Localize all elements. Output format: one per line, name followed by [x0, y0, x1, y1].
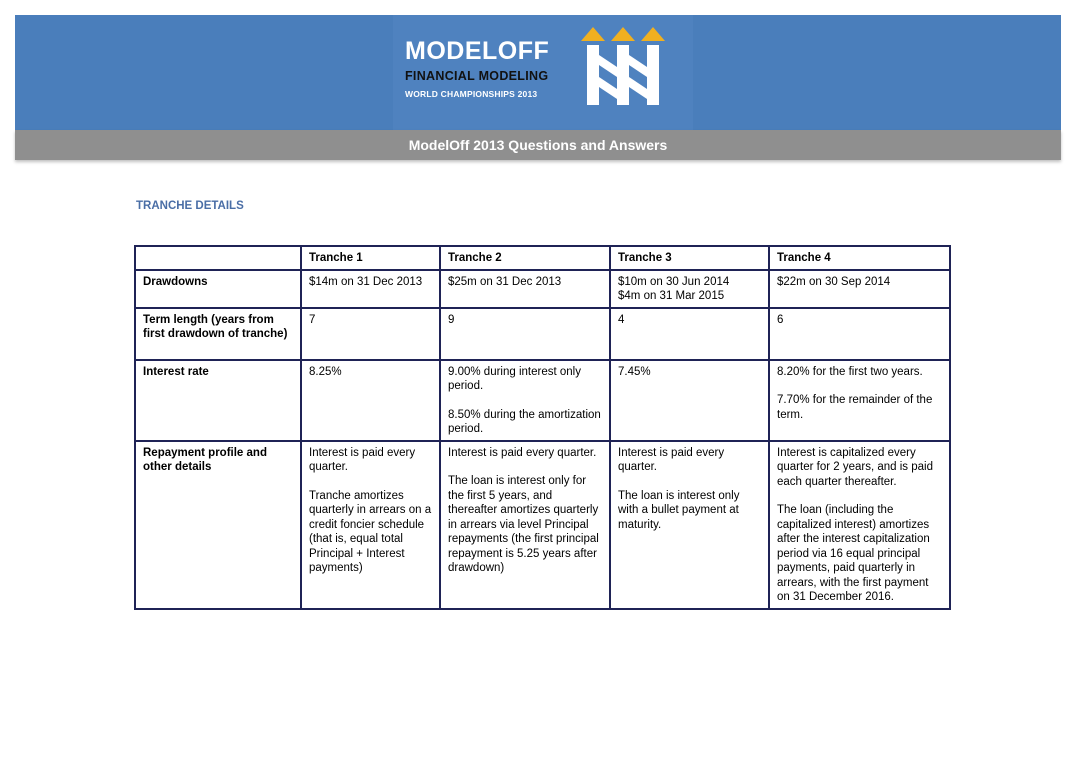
cell-text: The loan is interest only for the first 5 years, and thereafter amortizes quarterly in arrears via level Principal repayments (the first principal repayment is 5.25 years after drawdown) [448, 475, 599, 574]
table-row [135, 441, 950, 609]
cell-text: Interest is paid every quarter. [618, 446, 725, 473]
section-heading: TRANCHE DETAILS [136, 200, 244, 212]
table-cell [440, 308, 610, 360]
table-cell [301, 360, 440, 441]
table-cell [769, 270, 950, 308]
table-cell [610, 308, 769, 360]
cell-text: The loan (including the capitalized interest) amortizes after the interest capitalization period via 16 equal principal payments, paid quarterly in arrears, with the first payment on 31 December 2016. [777, 504, 930, 603]
logo-tagline: WORLD CHAMPIONSHIPS 2013 [405, 89, 538, 99]
row-header: Interest rate [135, 360, 301, 441]
table-cell [440, 441, 610, 609]
row-header: Term length (years from first drawdown of tranche) [135, 308, 301, 360]
table-row [135, 308, 950, 360]
column-header: Tranche 2 [440, 246, 610, 270]
cell-text: $14m on 31 Dec 2013 [309, 275, 423, 288]
cell-text: Tranche amortizes quarterly in arrears on a credit foncier schedule (that is, equal total Principal + Interest payments) [309, 489, 432, 574]
row-header: Drawdowns [135, 270, 301, 308]
column-header [135, 246, 301, 270]
table-cell [440, 270, 610, 308]
cell-text: Interest is paid every quarter. [309, 446, 416, 473]
tranche-details-table [134, 245, 951, 610]
modeloff-logo [393, 15, 693, 130]
cell-text: 9.00% during interest only period. [448, 365, 581, 392]
table-header-row [135, 246, 950, 270]
table-cell [610, 270, 769, 308]
cell-text: 9 [448, 313, 455, 326]
paragraph-gap [618, 475, 761, 489]
cell-text: Interest is capitalized every quarter for 2 years, and is paid each quarter thereafter. [777, 446, 933, 488]
table-cell [610, 441, 769, 609]
column-header: Tranche 3 [610, 246, 769, 270]
arrows-logo-icon [579, 27, 671, 109]
cell-text: Interest is paid every quarter. [448, 446, 597, 459]
page-title: ModelOff 2013 Questions and Answers [15, 130, 1061, 160]
table-cell [440, 360, 610, 441]
cell-text: $10m on 30 Jun 2014 [618, 275, 730, 288]
cell-text: The loan is interest only with a bullet payment at maturity. [618, 489, 740, 531]
table-cell [769, 441, 950, 609]
cell-text: 4 [618, 313, 625, 326]
table-cell [301, 308, 440, 360]
paragraph-gap [777, 379, 942, 393]
row-header: Repayment profile and other details [135, 441, 301, 609]
cell-text: 6 [777, 313, 784, 326]
table-cell [301, 441, 440, 609]
paragraph-gap [448, 394, 602, 408]
table-row [135, 360, 950, 441]
table-row [135, 270, 950, 308]
cell-text: 8.20% for the first two years. [777, 365, 923, 378]
cell-text: 8.25% [309, 365, 342, 378]
cell-text: $25m on 31 Dec 2013 [448, 275, 562, 288]
paragraph-gap [448, 460, 602, 474]
logo-title: MODELOFF [405, 37, 550, 65]
table-cell [769, 308, 950, 360]
column-header: Tranche 1 [301, 246, 440, 270]
table-cell [610, 360, 769, 441]
cell-text: 7.70% for the remainder of the term. [777, 394, 933, 421]
cell-text: $4m on 31 Mar 2015 [618, 290, 725, 302]
column-header: Tranche 4 [769, 246, 950, 270]
paragraph-gap [309, 475, 432, 489]
cell-text: $22m on 30 Sep 2014 [777, 275, 891, 288]
header-banner [15, 15, 1061, 130]
cell-text: 7.45% [618, 365, 651, 378]
cell-text: 7 [309, 313, 316, 326]
paragraph-gap [777, 489, 942, 503]
logo-subtitle: FINANCIAL MODELING [405, 69, 549, 83]
table-cell [301, 270, 440, 308]
cell-text: 8.50% during the amortization period. [448, 408, 601, 435]
table-cell [769, 360, 950, 441]
